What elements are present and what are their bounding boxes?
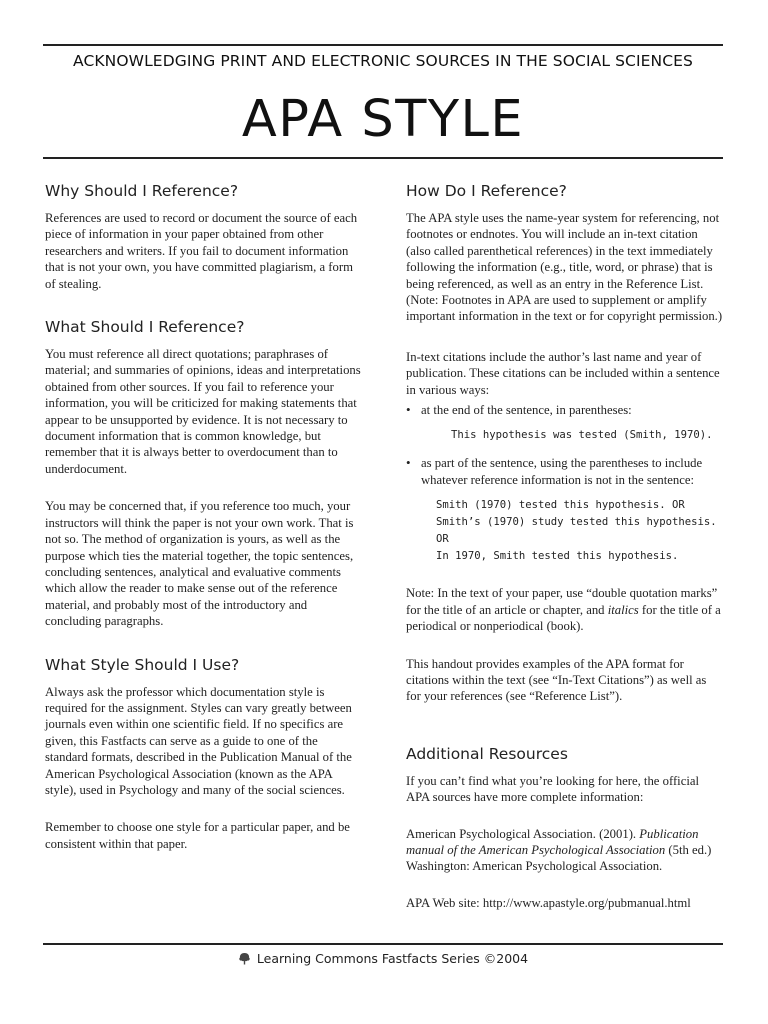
- citation-example: Smith’s (1970) study tested this hypothesis. OR: [436, 516, 717, 546]
- section-what-reference: [45, 316, 361, 630]
- note-text: for the title of a periodical or nonperiodical (book).: [406, 602, 721, 634]
- citation-examples: [436, 497, 724, 565]
- paragraph: References are used to record or document the source of each piece of information in your paper obtained from other researchers and writers. If you fail to document information that is not your own, you have committed plagiarism, a form of stealing.: [45, 211, 358, 291]
- citation-example: In 1970, Smith tested this hypothesis.: [436, 550, 679, 563]
- section-why-reference: [45, 180, 361, 292]
- reference-text: (5th ed.) Washington: American Psychological Association.: [406, 842, 712, 874]
- citation-bullet-list: [406, 402, 724, 565]
- section-how-reference: [406, 180, 724, 705]
- paragraph: You may be concerned that, if you reference too much, your instructors will think the paper is not your own work. That is not so. The method of organization is yours, as well as the purpose which ties the material together, the topic sentences, concluding sentences, analytical and evaluative comments which allow the reader to make sense out of the reference material, and probably most of the introductory and concluding paragraphs.: [45, 499, 354, 629]
- footer-text: Learning Commons Fastfacts Series ©2004: [256, 951, 529, 966]
- document-subtitle: ACKNOWLEDGING PRINT AND ELECTRONIC SOURCES IN THE SOCIAL SCIENCES: [73, 52, 693, 70]
- web-link-text: APA Web site: http://www.apastyle.org/pubmanual.html: [406, 895, 691, 910]
- citation-example: Smith (1970) tested this hypothesis. OR: [436, 499, 685, 512]
- paragraph: You must reference all direct quotations; paraphrases of material; and summaries of opinions, ideas and interpretations obtained from other sources. If you fail to reference your information, you will be criticized for making statements that appear to be unsupported by evidence. It is not necessary to document information that is common knowledge, but remember that it is always better to overdocument than to underdocument.: [45, 347, 361, 476]
- section-additional-resources: [406, 743, 724, 911]
- right-column: [406, 180, 724, 925]
- note-text: Note: In the text of your paper, use “double quotation marks” for the title of an article or chapter, and: [406, 586, 718, 617]
- paragraph: If you can’t find what you’re looking for here, the official APA sources have more complete information:: [406, 773, 700, 805]
- footer: [43, 951, 723, 966]
- document-title: APA STYLE: [241, 90, 525, 149]
- paragraph: Always ask the professor which documentation style is required for the assignment. Styles can vary greatly between journals even within one scientific field. If no specifics are given, this Fastfacts can serve as a guide to one of the standard formats, described in the Publication Manual of the American Psychological Association (known as the APA style), used in Psychology and many of the social sciences.: [45, 684, 352, 797]
- title-rule: [43, 157, 723, 159]
- paragraph: Remember to choose one style for a particular paper, and be consistent within that paper.: [45, 820, 350, 851]
- note-italic: italics: [607, 602, 639, 617]
- list-item: [406, 455, 724, 565]
- section-heading: Why Should I Reference?: [45, 182, 239, 200]
- paragraph: In-text citations include the author’s last name and year of publication. These citations can be included within a sentence in various ways:: [406, 349, 720, 397]
- section-heading: Additional Resources: [406, 744, 568, 763]
- section-heading: What Style Should I Use?: [45, 655, 240, 674]
- bullet-text: as part of the sentence, using the parentheses to include whatever reference information is not in the sentence:: [421, 456, 703, 487]
- tree-icon: [238, 952, 251, 965]
- reference-text: American Psychological Association. (2001).: [406, 826, 640, 841]
- citation-example: This hypothesis was tested (Smith, 1970).: [451, 429, 713, 442]
- section-what-style: [45, 654, 361, 853]
- list-item: [406, 402, 724, 444]
- reference-title: Publication manual of the American Psychological Association: [406, 826, 699, 857]
- top-rule: [43, 44, 723, 46]
- bullet-text: at the end of the sentence, in parentheses:: [421, 403, 632, 418]
- paragraph: This handout provides examples of the APA format for citations within the text (see “In-Text Citations”) as well as for your references (see “Reference List”).: [406, 656, 707, 704]
- note-paragraph: [406, 585, 724, 634]
- footer-rule: [43, 943, 723, 945]
- paragraph: The APA style uses the name-year system for referencing, not footnotes or endnotes. You will include an in-text citation (also called parenthetical references) in the text immediately following the information (e.g., title, word, or phrase) that is being referenced, as well as an entry in the Reference List. (Note: Footnotes in APA are used to supplement or amplify important information in the text or for copyright permission.): [406, 211, 723, 324]
- left-column: [45, 180, 361, 866]
- section-heading: How Do I Reference?: [406, 182, 567, 200]
- section-heading: What Should I Reference?: [45, 318, 245, 337]
- reference-entry: [406, 826, 724, 875]
